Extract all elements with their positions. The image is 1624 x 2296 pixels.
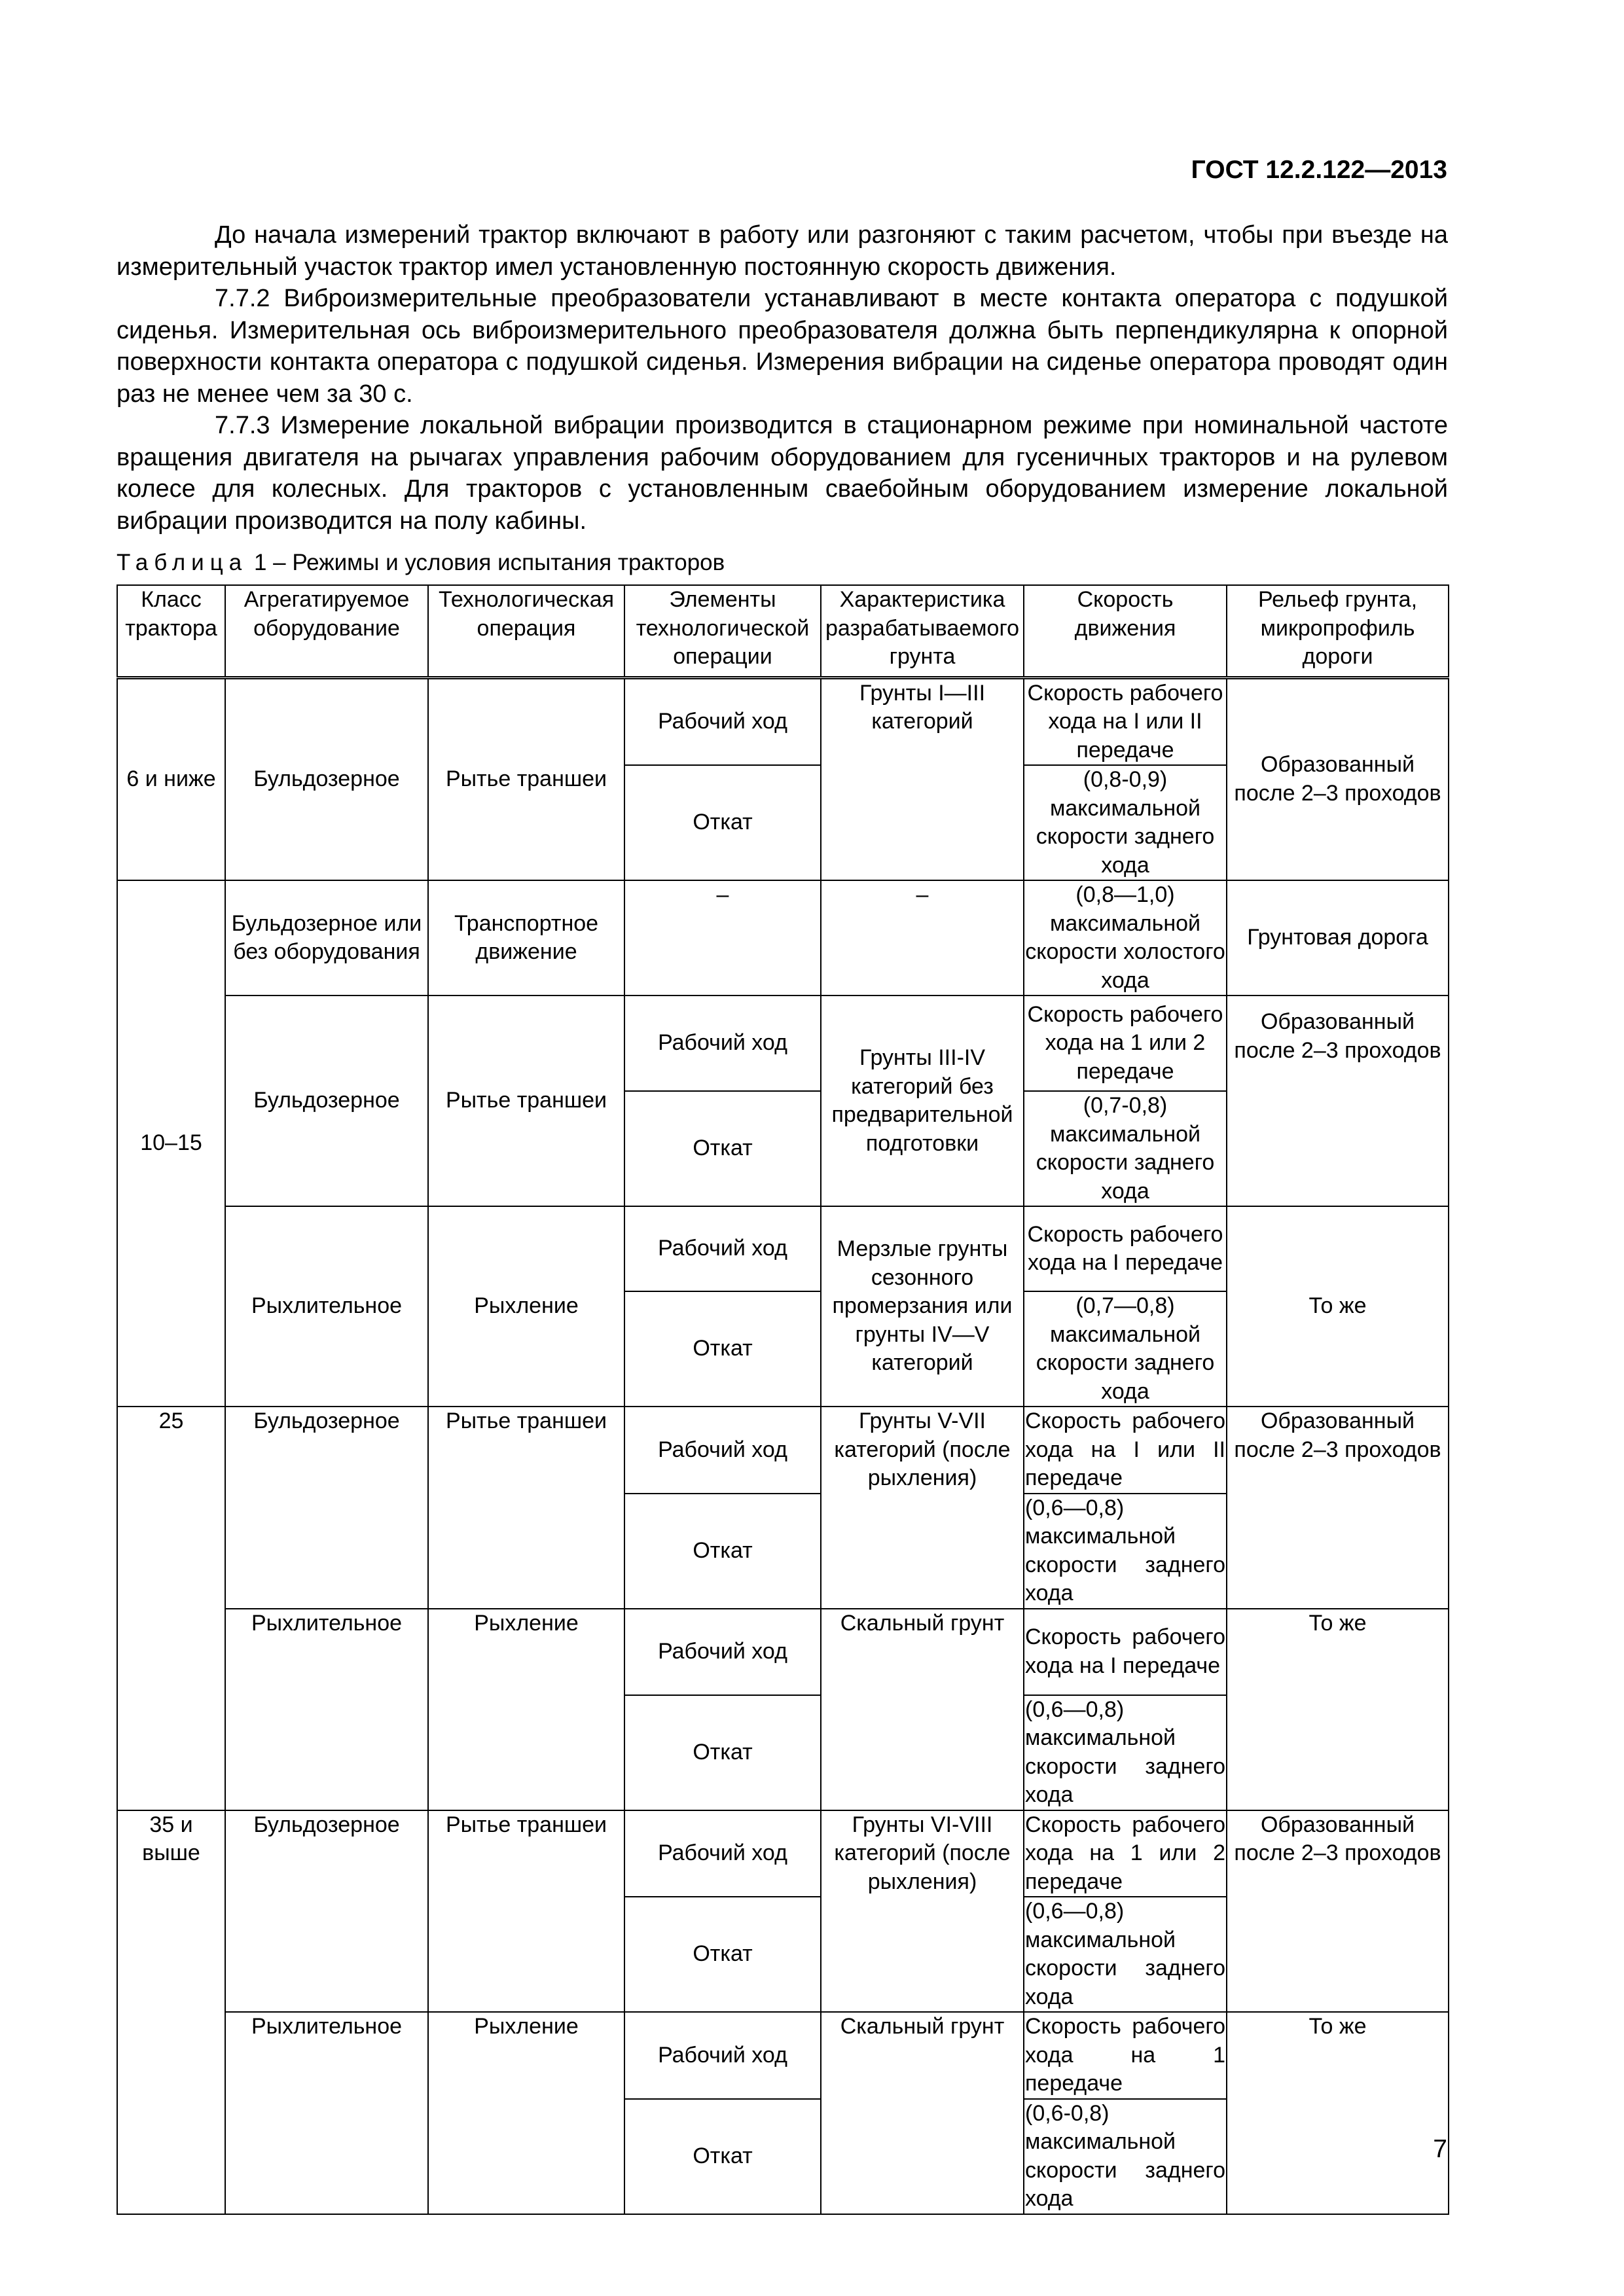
table-row bbox=[117, 1609, 1449, 1695]
table-cell: Откат bbox=[624, 1291, 821, 1407]
table-cell: Рыхление bbox=[428, 1206, 624, 1407]
table-cell: Откат bbox=[624, 2099, 821, 2214]
table-cell: Рыхлительное bbox=[225, 1609, 428, 1810]
table-cell: (0,8—1,0) максимальной скорости холостого хода bbox=[1024, 880, 1227, 996]
table-row bbox=[117, 2012, 1449, 2099]
table-cell: Скорость рабочего хода на I передаче bbox=[1024, 1206, 1227, 1291]
table-cell: Образованный после 2–3 проходов bbox=[1227, 677, 1449, 880]
header-cell: Скорость движения bbox=[1024, 585, 1227, 677]
table-header-row bbox=[117, 585, 1449, 677]
header-cell: Элементы технологической операции bbox=[624, 585, 821, 677]
table-cell: Образованный после 2–3 проходов bbox=[1227, 1810, 1449, 2013]
table-cell: Рабочий ход bbox=[624, 677, 821, 765]
header-cell: Характеристика разрабатываемого грунта bbox=[821, 585, 1024, 677]
table-caption bbox=[117, 550, 725, 576]
table-cell: Скальный грунт bbox=[821, 2012, 1024, 2214]
table-caption-label: Таблица bbox=[117, 550, 248, 575]
table-cell: (0,6—0,8) максимальной скорости заднего хода bbox=[1024, 1695, 1227, 1810]
table-cell: Грунты III-IV категорий без предварительной подготовки bbox=[821, 996, 1024, 1206]
table-cell: Бульдозерное bbox=[225, 1407, 428, 1609]
table-cell: Бульдозерное bbox=[225, 996, 428, 1206]
tractor-test-modes-table bbox=[117, 584, 1449, 2215]
table-cell: Скальный грунт bbox=[821, 1609, 1024, 1810]
table-cell: Грунтовая дорога bbox=[1227, 880, 1449, 996]
table-cell: Рытье траншеи bbox=[428, 1810, 624, 2013]
header-cell: Рельеф грунта, микропрофиль дороги bbox=[1227, 585, 1449, 677]
table-cell: Рыхлительное bbox=[225, 1206, 428, 1407]
table-cell: – bbox=[821, 880, 1024, 996]
table-cell: Рабочий ход bbox=[624, 996, 821, 1091]
table-cell: (0,6-0,8) максимальной скорости заднего хода bbox=[1024, 2099, 1227, 2214]
table-cell: Рыхление bbox=[428, 2012, 624, 2214]
table-cell: Откат bbox=[624, 1695, 821, 1810]
paragraph: 7.7.3 Измерение локальной вибрации производится в стационарном режиме при номинальной частоте вращения двигателя на рычагах управления рабочим оборудованием для гусеничных тракторов и на рулевом колесе для колесных. Для тракторов с установленным сваебойным оборудованием измерение локальной вибрации производится на полу кабины. bbox=[117, 412, 1448, 535]
table-cell: Рабочий ход bbox=[624, 1206, 821, 1291]
table-cell: То же bbox=[1227, 1206, 1449, 1407]
table-cell: Рытье траншеи bbox=[428, 1407, 624, 1609]
table-row bbox=[117, 677, 1449, 765]
table-cell: Откат bbox=[624, 1494, 821, 1609]
paragraph: До начала измерений трактор включают в работу или разгоняют с таким расчетом, чтобы при въезде на измерительный участок трактор имел установленную постоянную скорость движения. bbox=[117, 221, 1448, 281]
table-cell: 6 и ниже bbox=[117, 677, 225, 880]
table-cell: Рабочий ход bbox=[624, 1407, 821, 1494]
table-cell: Бульдозерное bbox=[225, 1810, 428, 2013]
table-cell: Рабочий ход bbox=[624, 1609, 821, 1695]
table-cell: Откат bbox=[624, 765, 821, 880]
table-row bbox=[117, 1407, 1449, 1494]
table-caption-text: 1 – Режимы и условия испытания тракторов bbox=[247, 550, 725, 575]
table-cell: Рабочий ход bbox=[624, 1810, 821, 1897]
body-text bbox=[117, 219, 1448, 537]
table-cell: Скорость рабочего хода на 1 или 2 передаче bbox=[1024, 1810, 1227, 1897]
table-cell: Скорость рабочего хода на 1 или 2 передаче bbox=[1024, 996, 1227, 1091]
table-cell: Бульдозерное bbox=[225, 677, 428, 880]
paragraph: 7.7.2 Виброизмерительные преобразователи устанавливают в месте контакта оператора с подушкой сиденья. Измерительная ось виброизмерительного преобразователя должна быть перпендикулярна к опорной поверхности контакта оператора с подушкой сиденья. Измерения вибрации на сиденье оператора проводят один раз не менее чем за 30 с. bbox=[117, 285, 1448, 408]
table-cell: Рытье траншеи bbox=[428, 996, 624, 1206]
table-cell: Грунты VI-VIII категорий (после рыхления) bbox=[821, 1810, 1024, 2013]
table-cell: Рабочий ход bbox=[624, 2012, 821, 2099]
table-cell: Скорость рабочего хода на I передаче bbox=[1024, 1609, 1227, 1695]
header-cell: Класс трактора bbox=[117, 585, 225, 677]
table-cell: (0,6—0,8) максимальной скорости заднего хода bbox=[1024, 1897, 1227, 2012]
table-cell: Скорость рабочего хода на I или II передаче bbox=[1024, 677, 1227, 765]
table-cell: Бульдозерное или без оборудования bbox=[225, 880, 428, 996]
table-cell: Откат bbox=[624, 1897, 821, 2012]
table-cell: (0,7—0,8) максимальной скорости заднего хода bbox=[1024, 1291, 1227, 1407]
table-cell: То же bbox=[1227, 2012, 1449, 2214]
table-cell: 35 и выше bbox=[117, 1810, 225, 2214]
table-cell: (0,7-0,8) максимальной скорости заднего хода bbox=[1024, 1091, 1227, 1206]
table-cell: – bbox=[624, 880, 821, 996]
table-cell: Образованный после 2–3 проходов bbox=[1227, 1407, 1449, 1609]
table-cell: 25 bbox=[117, 1407, 225, 1810]
table-cell: То же bbox=[1227, 1609, 1449, 1810]
table-row bbox=[117, 880, 1449, 996]
table-cell: Рыхление bbox=[428, 1609, 624, 1810]
table-cell: Грунты V-VII категорий (после рыхления) bbox=[821, 1407, 1024, 1609]
table-cell: Рытье траншеи bbox=[428, 677, 624, 880]
table-cell: Мерзлые грунты сезонного промерзания или грунты IV—V категорий bbox=[821, 1206, 1024, 1407]
table-cell: Скорость рабочего хода на 1 передаче bbox=[1024, 2012, 1227, 2099]
header-cell: Технологическая операция bbox=[428, 585, 624, 677]
table-row bbox=[117, 1810, 1449, 1897]
table-cell: 10–15 bbox=[117, 880, 225, 1407]
table-cell: (0,8-0,9) максимальной скорости заднего хода bbox=[1024, 765, 1227, 880]
table-cell: Грунты I—III категорий bbox=[821, 677, 1024, 880]
table-cell: Скорость рабочего хода на I или II передаче bbox=[1024, 1407, 1227, 1494]
document-header: ГОСТ 12.2.122—2013 bbox=[1191, 156, 1447, 184]
table-row bbox=[117, 996, 1449, 1091]
table-cell: Образованный после 2–3 проходов bbox=[1227, 996, 1449, 1206]
table-row bbox=[117, 1206, 1449, 1291]
table-cell: Транспортное движение bbox=[428, 880, 624, 996]
page-number: 7 bbox=[1433, 2135, 1447, 2163]
table-cell: Рыхлительное bbox=[225, 2012, 428, 2214]
header-cell: Агрегатируемое оборудование bbox=[225, 585, 428, 677]
table-cell: (0,6—0,8) максимальной скорости заднего хода bbox=[1024, 1494, 1227, 1609]
table-cell: Откат bbox=[624, 1091, 821, 1206]
